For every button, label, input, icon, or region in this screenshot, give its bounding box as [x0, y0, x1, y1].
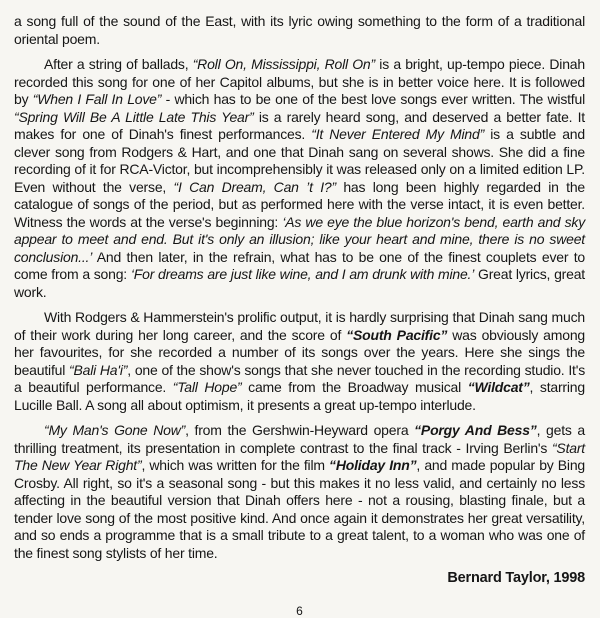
italic-text-run: “Tall Hope” — [172, 379, 242, 395]
bold-italic-text-run: “Wildcat” — [467, 379, 530, 395]
italic-text-run: “My Man's Gone Now” — [44, 422, 186, 438]
text-run: a song full of the sound of the East, with its lyric owing something to the form of a traditional oriental poem. — [14, 13, 585, 47]
text-run: - which has to be one of the best love songs ever written. The wistful — [161, 91, 585, 107]
text-run: After a string of ballads, — [44, 56, 193, 72]
italic-text-run: ‘As we eye the blue horizon's bend, earth and sky appear to meet and end. But it's only an illusion; like your heart and mine, there is no sweet conclusion...’ — [14, 213, 585, 265]
paragraph-2 — [14, 56, 585, 301]
bold-italic-text-run: “Porgy And Bess” — [414, 422, 537, 438]
paragraph-3 — [14, 309, 585, 414]
text-run: Great lyrics, great work. — [14, 266, 585, 300]
text-run: , which was written for the film — [141, 457, 330, 473]
document-body — [14, 13, 585, 562]
page-number: 6 — [296, 603, 303, 618]
text-run: And then later, in the refrain, what has to be one of the finest couplets ever to come from a song: — [14, 248, 585, 282]
italic-text-run: “When I Fall In Love” — [32, 91, 162, 107]
text-run: is a bright, up-tempo piece. Dinah recorded this song for one of her Capitol albums, but she is in better voice here. It is followed by — [14, 56, 585, 107]
text-run: is a rarely heard song, and deserved a better fate. It makes for one of Dinah's finest performances. — [14, 108, 585, 142]
text-run: , from the Gershwin-Heyward opera — [185, 422, 415, 438]
author-signature: Bernard Taylor, 1998 — [447, 570, 585, 586]
italic-text-run: ‘For dreams are just like wine, and I am drunk with mine.’ — [130, 266, 475, 282]
text-run: has long been highly regarded in the catalogue of songs of the period, but as performed here with the verse intact, it is even better. Witness the words at the verse's beginning: — [14, 178, 585, 230]
text-run: , and made popular by Bing Crosby. All right, so it's a seasonal song - but this makes it no less valid, and certainly no less affecting in the beautiful version that Dinah offers here - not a rousing, blasting finale, but a tender love song of the most positive kind. And once again it demonstrates her great versatility, and so ends a programme that is a small tribute to a great talent, to a woman who was one of the finest song stylists of her time. — [14, 457, 586, 561]
text-run: came from the Broadway musical — [241, 379, 468, 395]
paragraph-1 — [14, 13, 585, 48]
italic-text-run: “I Can Dream, Can ’t I?” — [173, 178, 336, 195]
italic-text-run: “Roll On, Mississippi, Roll On” — [192, 56, 375, 72]
bold-italic-text-run: “Holiday Inn” — [329, 457, 417, 473]
text-run: , starring Lucille Ball. A song all about optimism, it presents a great up-tempo interlude. — [14, 379, 585, 413]
italic-text-run: “Bali Ha'i” — [69, 361, 128, 378]
paragraph-4 — [14, 422, 585, 562]
bold-italic-text-run: “South Pacific” — [346, 326, 448, 343]
text-run: was obviously among her favourites, for she recorded a number of its songs over the years. Here she sings the beautiful — [14, 326, 585, 378]
italic-text-run: “It Never Entered My Mind” — [311, 126, 485, 142]
italic-text-run: “Start The New Year Right” — [14, 439, 585, 473]
text-run: , gets a thrilling treatment, its presentation in complete contrast to the final track - Irving Berlin's — [14, 422, 585, 456]
text-run: With Rodgers & Hammerstein's prolific output, it is hardly surprising that Dinah sang much of their work during her long career, and the score of — [14, 309, 585, 343]
italic-text-run: “Spring Will Be A Little Late This Year” — [14, 108, 254, 125]
text-run: is a subtle and clever song from Rodgers & Hart, and one that Dinah sang on several shows. She did a fine recording of it for RCA-Victor, but incomprehensibly it was released only on a limited edition LP. Even without the verse, — [14, 126, 585, 195]
text-run: , one of the show's songs that she never touched in the recording studio. It's a beautiful performance. — [14, 361, 585, 395]
